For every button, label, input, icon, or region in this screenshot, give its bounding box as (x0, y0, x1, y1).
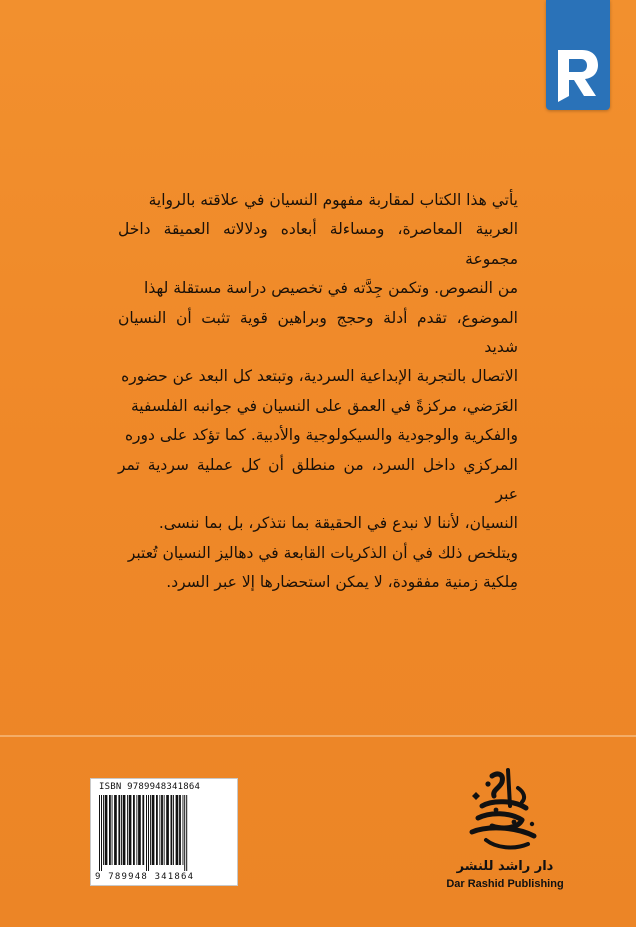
blurb-line: ويتلخص ذلك في أن الذكريات القابعة في دهاليز النسيان تُعتبر (127, 543, 518, 562)
blurb-line: من النصوص. وتكمن جِدَّته في تخصيص دراسة مستقلة لهذا (144, 279, 518, 298)
dar-rashid-calligraphy-logo-icon (452, 766, 558, 858)
blurb-text (118, 186, 518, 598)
blurb-line: العَرَضي، مركزةً في العمق على النسيان في جوانبه الفلسفية (131, 396, 518, 415)
publisher-badge (546, 0, 610, 110)
blurb-line: النسيان، لأننا لا نبدع في الحقيقة بما نتذكر، بل بما ننسى. (158, 514, 518, 533)
blurb-line: مِلكية زمنية مفقودة، لا يمكن استحضارها إلا عبر السرد. (166, 573, 518, 592)
blurb-line: الموضوع، تقدم أدلة وحجج وبراهين قوية تثبت أن النسيان شديد (118, 308, 518, 357)
blurb-line: المركزي داخل السرد، من منطلق أن كل عملية سردية تمر عبر (118, 455, 518, 504)
barcode-bars (97, 795, 233, 871)
barcode (90, 778, 238, 886)
publisher-name-english: Dar Rashid Publishing (446, 878, 564, 890)
blurb-line: يأتي هذا الكتاب لمقاربة مفهوم النسيان في علاقته بالرواية (148, 191, 518, 209)
isbn-label: ISBN 9789948341864 (99, 782, 201, 792)
isbn-digits: 9 789948 341864 (95, 872, 195, 882)
blurb-line: والفكرية والوجودية والسيكولوجية والأدبية. كما تؤكد على دوره (124, 426, 518, 445)
blurb-line: الاتصال بالتجربة الإبداعية السردية، وتبتعد كل البعد عن حضوره (121, 367, 518, 386)
publisher-logo (430, 766, 580, 896)
blurb-line: العربية المعاصرة، ومساءلة أبعاده ودلالاته العميقة داخل مجموعة (118, 220, 518, 268)
publisher-name-arabic: دار راشد للنشر (456, 859, 554, 874)
publisher-r-logo-icon (552, 46, 604, 102)
divider (0, 735, 636, 737)
